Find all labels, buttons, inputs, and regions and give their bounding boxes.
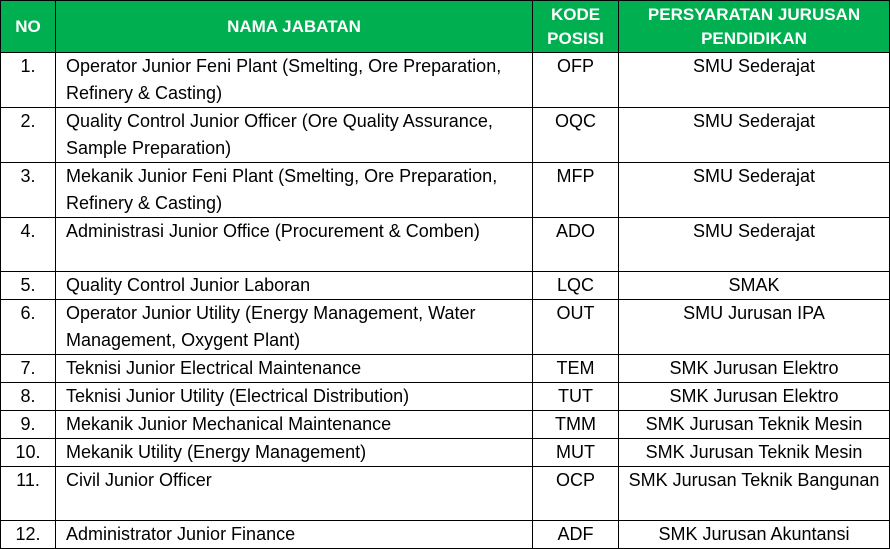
- position-name: Mekanik Utility (Energy Management): [56, 439, 533, 467]
- table-row: [1, 108, 890, 163]
- education-requirement: SMAK: [619, 272, 890, 300]
- education-requirement: SMK Jurusan Teknik Mesin: [619, 439, 890, 467]
- table-row: [1, 355, 890, 383]
- row-number: 10.: [1, 439, 56, 467]
- education-requirement: SMU Sederajat: [619, 163, 890, 218]
- header-nama-jabatan: NAMA JABATAN: [56, 1, 533, 53]
- position-code: OUT: [533, 300, 619, 355]
- position-name: Mekanik Junior Feni Plant (Smelting, Ore Preparation, Refinery & Casting): [56, 163, 533, 218]
- table-row: [1, 300, 890, 355]
- education-requirement: SMU Sederajat: [619, 108, 890, 163]
- education-requirement: SMK Jurusan Akuntansi: [619, 521, 890, 549]
- position-name: Quality Control Junior Officer (Ore Quality Assurance, Sample Preparation): [56, 108, 533, 163]
- position-code: LQC: [533, 272, 619, 300]
- position-name: Administrator Junior Finance: [56, 521, 533, 549]
- position-name: Mekanik Junior Mechanical Maintenance: [56, 411, 533, 439]
- position-name: Quality Control Junior Laboran: [56, 272, 533, 300]
- table-row: [1, 411, 890, 439]
- header-kode-posisi: KODE POSISI: [533, 1, 619, 53]
- row-number: 1.: [1, 53, 56, 108]
- table-row: [1, 53, 890, 108]
- row-number: 11.: [1, 467, 56, 521]
- row-number: 4.: [1, 218, 56, 272]
- table-row: [1, 218, 890, 272]
- position-name: Teknisi Junior Utility (Electrical Distribution): [56, 383, 533, 411]
- education-requirement: SMU Jurusan IPA: [619, 300, 890, 355]
- table-row: [1, 439, 890, 467]
- row-number: 6.: [1, 300, 56, 355]
- position-name: Administrasi Junior Office (Procurement & Comben): [56, 218, 533, 272]
- header-persyaratan: PERSYARATAN JURUSAN PENDIDIKAN: [619, 1, 890, 53]
- header-no: NO: [1, 1, 56, 53]
- position-code: TMM: [533, 411, 619, 439]
- table-row: [1, 272, 890, 300]
- row-number: 8.: [1, 383, 56, 411]
- position-code: TUT: [533, 383, 619, 411]
- education-requirement: SMK Jurusan Elektro: [619, 355, 890, 383]
- position-code: OCP: [533, 467, 619, 521]
- education-requirement: SMK Jurusan Teknik Bangunan: [619, 467, 890, 521]
- position-code: OQC: [533, 108, 619, 163]
- position-code: ADF: [533, 521, 619, 549]
- table-row: [1, 383, 890, 411]
- education-requirement: SMU Sederajat: [619, 53, 890, 108]
- row-number: 9.: [1, 411, 56, 439]
- position-code: MUT: [533, 439, 619, 467]
- position-name: Operator Junior Feni Plant (Smelting, Ore Preparation, Refinery & Casting): [56, 53, 533, 108]
- position-code: ADO: [533, 218, 619, 272]
- table-row: [1, 163, 890, 218]
- row-number: 7.: [1, 355, 56, 383]
- position-name: Civil Junior Officer: [56, 467, 533, 521]
- row-number: 2.: [1, 108, 56, 163]
- position-code: MFP: [533, 163, 619, 218]
- table-row: [1, 467, 890, 521]
- education-requirement: SMK Jurusan Teknik Mesin: [619, 411, 890, 439]
- row-number: 12.: [1, 521, 56, 549]
- row-number: 3.: [1, 163, 56, 218]
- header-row: [1, 1, 890, 53]
- education-requirement: SMU Sederajat: [619, 218, 890, 272]
- row-number: 5.: [1, 272, 56, 300]
- position-code: TEM: [533, 355, 619, 383]
- position-name: Teknisi Junior Electrical Maintenance: [56, 355, 533, 383]
- education-requirement: SMK Jurusan Elektro: [619, 383, 890, 411]
- table-row: [1, 521, 890, 549]
- position-code: OFP: [533, 53, 619, 108]
- position-name: Operator Junior Utility (Energy Management, Water Management, Oxygent Plant): [56, 300, 533, 355]
